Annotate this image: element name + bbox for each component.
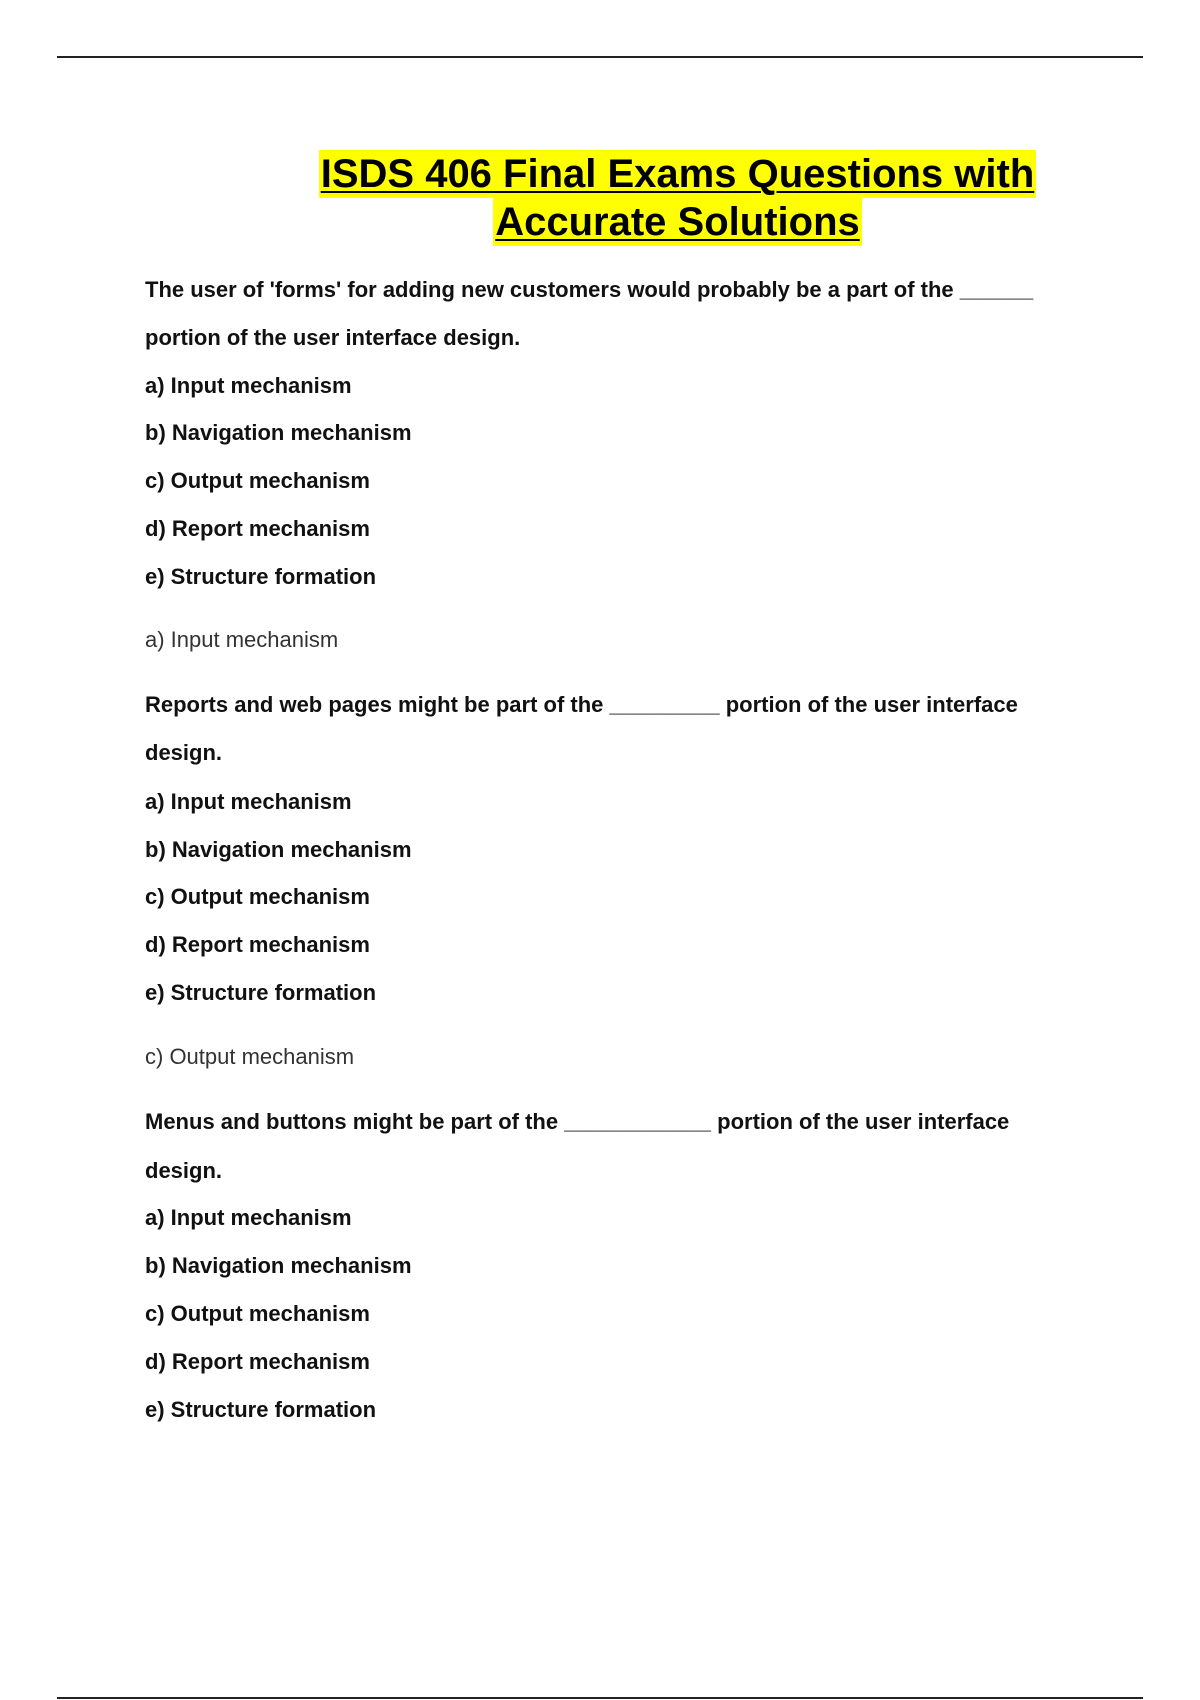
question-1-answer: a) Input mechanism	[145, 627, 339, 652]
question-1-option-a: a) Input mechanism	[145, 373, 352, 398]
question-1-text-line-1: The user of 'forms' for adding new customers would probably be a part of the ______	[145, 277, 1034, 302]
question-3-text-line-2: design.	[145, 1158, 223, 1183]
question-2-option-c: c) Output mechanism	[145, 884, 370, 909]
question-2-option-b: b) Navigation mechanism	[145, 837, 412, 862]
question-1-text-line-2: portion of the user interface design.	[145, 325, 521, 350]
question-3-option-a: a) Input mechanism	[145, 1205, 352, 1230]
question-3-option-b: b) Navigation mechanism	[145, 1253, 412, 1278]
question-1-option-b: b) Navigation mechanism	[145, 420, 412, 445]
title-line-2: Accurate Solutions	[495, 200, 860, 244]
question-3-text-line-1: Menus and buttons might be part of the ____________ portion of the user interface	[145, 1109, 1010, 1134]
title-line-1: ISDS 406 Final Exams Questions with	[320, 152, 1035, 196]
question-2-answer: c) Output mechanism	[145, 1044, 355, 1069]
question-3-option-d: d) Report mechanism	[145, 1349, 370, 1374]
question-2-option-d: d) Report mechanism	[145, 932, 370, 957]
question-1-option-d: d) Report mechanism	[145, 516, 370, 541]
bottom-rule	[57, 1697, 1143, 1699]
question-2-text-line-1: Reports and web pages might be part of the _________ portion of the user interface	[145, 692, 1018, 717]
question-2-text-line-2: design.	[145, 740, 223, 765]
document-title	[300, 150, 1055, 246]
question-2-option-e: e) Structure formation	[145, 980, 377, 1005]
question-3-option-c: c) Output mechanism	[145, 1301, 370, 1326]
top-rule	[57, 56, 1143, 58]
question-1-option-c: c) Output mechanism	[145, 468, 370, 493]
question-1-option-e: e) Structure formation	[145, 564, 377, 589]
question-3-option-e: e) Structure formation	[145, 1397, 377, 1422]
question-2-option-a: a) Input mechanism	[145, 789, 352, 814]
